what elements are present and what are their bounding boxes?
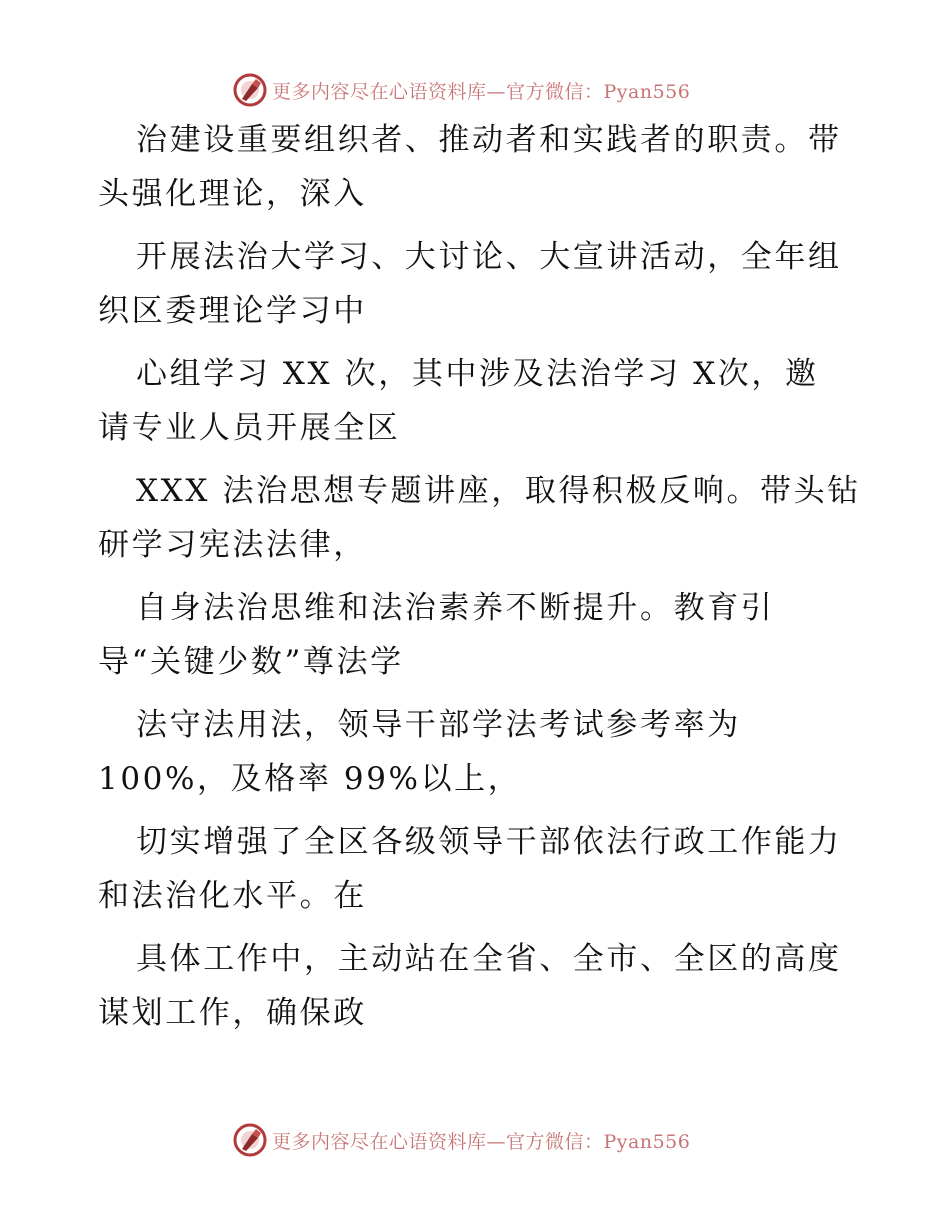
pen-nib-circle-icon — [232, 72, 268, 108]
document-body — [98, 122, 861, 1031]
paragraph-line: 心组学习 XX 次，其中涉及法治学习 X次，邀 — [136, 356, 819, 392]
paragraph-line: 100%，及格率 99%以上， — [98, 761, 522, 797]
paragraph-line: 导“关键少数”尊法学 — [98, 644, 404, 680]
paragraph-line: XXX 法治思想专题讲座，取得积极反响。带头钻 — [136, 473, 861, 509]
watermark-text: 更多内容尽在心语资料库—官方微信：Pyan556 — [272, 1130, 691, 1153]
paragraph-line: 自身法治思维和法治素养不断提升。教育引 — [136, 590, 775, 626]
paragraph-line: 治建设重要组织者、推动者和实践者的职责。带 — [136, 122, 842, 158]
watermark-text: 更多内容尽在心语资料库—官方微信：Pyan556 — [272, 80, 691, 103]
paragraph-line: 织区委理论学习中 — [98, 293, 367, 329]
paragraph-line: 谋划工作，确保政 — [98, 995, 367, 1031]
paragraph-line: 开展法治大学习、大讨论、大宣讲活动，全年组 — [136, 239, 842, 275]
pen-nib-circle-icon — [232, 1122, 268, 1158]
watermark-footer — [232, 1120, 690, 1160]
paragraph-line: 具体工作中，主动站在全省、全市、全区的高度 — [136, 941, 842, 977]
paragraph-line: 切实增强了全区各级领导干部依法行政工作能力 — [136, 824, 842, 860]
paragraph-line: 头强化理论，深入 — [98, 176, 367, 212]
paragraph-line: 研学习宪法法律， — [98, 527, 367, 563]
paragraph-line: 法守法用法，领导干部学法考试参考率为 — [136, 707, 741, 743]
watermark-header — [232, 70, 690, 110]
paragraph-line: 和法治化水平。在 — [98, 878, 367, 914]
paragraph-line: 请专业人员开展全区 — [98, 410, 401, 446]
